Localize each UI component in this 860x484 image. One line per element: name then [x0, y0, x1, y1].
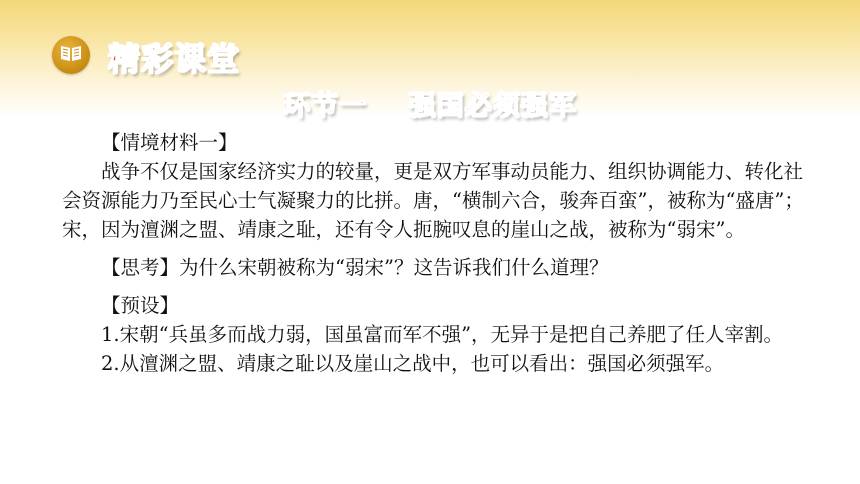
lesson-content	[62, 128, 822, 378]
segment-label: 环节一	[283, 91, 368, 122]
section-title: 精彩课堂	[108, 40, 241, 78]
preset-item-2: 2.从澶渊之盟、靖康之耻以及崖山之战中，也可以看出：强国必须强军。	[101, 352, 725, 375]
preset-item-1: 1.宋朝“兵虽多而战力弱，国虽富而军不强”，无异于是把自己养肥了任人宰割。	[101, 323, 784, 346]
segment-spacer	[367, 91, 409, 122]
material-heading: 【情境材料一】	[101, 131, 238, 154]
preset-heading: 【预设】	[101, 294, 180, 317]
book-icon	[59, 43, 83, 67]
material-text: 战争不仅是国家经济实力的较量，更是双方军事动员能力、组织协调能力、转化社会资源能力乃至民心士气凝聚力的比拼。唐，“横制六合，骏奔百蛮”，被称为“盛唐”；宋，因为澶渊之盟、靖康之耻，还有令人扼腕叹息的崖山之战，被称为“弱宋”。	[62, 160, 804, 241]
segment-title	[0, 84, 860, 123]
think-label: 【思考】	[101, 256, 180, 279]
segment-theme: 强国必须强军	[408, 91, 577, 122]
think-question	[62, 253, 822, 282]
section-badge	[52, 36, 90, 74]
think-question-text: 为什么宋朝被称为“弱宋”？这告诉我们什么道理？	[179, 256, 609, 279]
